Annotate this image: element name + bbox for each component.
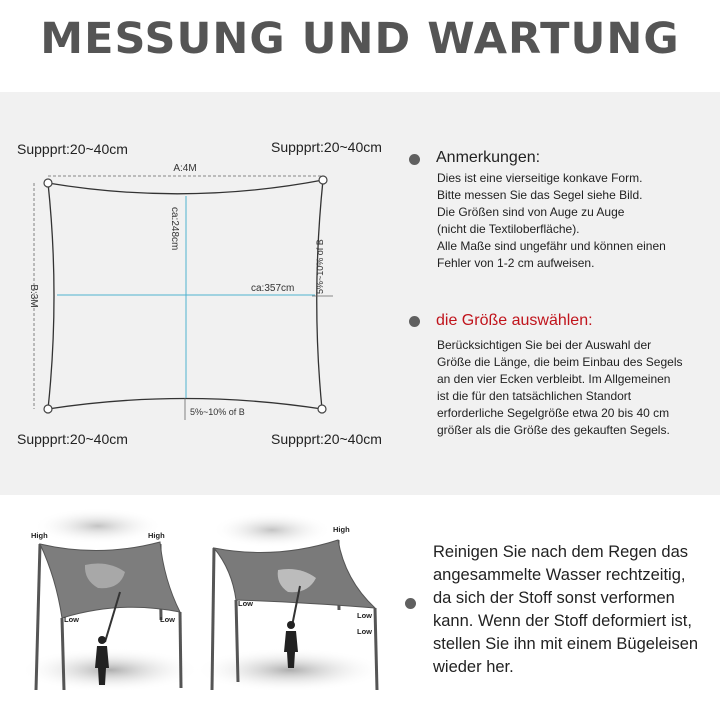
- maintenance-line: kann. Wenn der Stoff deformiert ist,: [433, 612, 692, 630]
- right-illustration: [195, 512, 385, 692]
- support-top-left: Suppprt:20~40cm: [17, 141, 128, 157]
- page-title: MESSUNG UND WARTUNG: [40, 14, 680, 64]
- support-top-right: Suppprt:20~40cm: [271, 139, 382, 155]
- maintenance-bullet-icon: [405, 598, 416, 609]
- ground-shadow: [20, 648, 200, 692]
- side-concave-label: 5%~10% of B: [315, 239, 325, 294]
- bottom-concave-label: 5%~10% of B: [190, 407, 245, 417]
- left-illustration: [20, 508, 200, 692]
- maintenance-line: Reinigen Sie nach dem Regen das: [433, 543, 689, 561]
- notes-line: Die Größen sind von Auge zu Auge: [437, 205, 625, 219]
- notes-line: Alle Maße sind ungefähr und können einen: [437, 239, 666, 253]
- pole: [180, 612, 181, 688]
- pole: [62, 618, 64, 690]
- label-low-right-1: Low: [357, 611, 372, 620]
- label-low-left: Low: [64, 615, 79, 624]
- support-bottom-right: Suppprt:20~40cm: [271, 431, 382, 447]
- label-low-right: Low: [160, 615, 175, 624]
- size-line: Berücksichtigen Sie bei der Auswahl der: [437, 338, 652, 352]
- label-low-left: Low: [238, 599, 253, 608]
- diagonal-horizontal-label: ca:357cm: [251, 283, 295, 294]
- notes-heading: Anmerkungen:: [436, 149, 541, 166]
- diagonal-vertical-label: ca:248cm: [169, 207, 180, 251]
- size-line: an den vier Ecken verbleibt. Im Allgemeinen: [437, 372, 671, 386]
- label-high-left: High: [31, 531, 48, 540]
- rain-cloud: [33, 508, 163, 544]
- person-head: [98, 636, 106, 644]
- width-label: A:4M: [173, 163, 197, 174]
- maintenance-line: da sich der Stoff sonst verformen: [433, 589, 675, 607]
- rain-cloud: [212, 512, 332, 548]
- support-bottom-left: Suppprt:20~40cm: [17, 431, 128, 447]
- person-head: [287, 621, 295, 629]
- height-label: B:3M: [28, 284, 39, 308]
- pole: [375, 608, 377, 690]
- maintenance-text: [433, 541, 698, 679]
- pole: [212, 548, 214, 690]
- notes-line: (nicht die Textiloberfläche).: [437, 222, 580, 236]
- label-high-right: High: [148, 531, 165, 540]
- size-heading: die Größe auswählen:: [436, 312, 593, 329]
- size-line: erforderliche Segelgröße etwa 20 bis 40 cm: [437, 406, 670, 420]
- size-line: Größe die Länge, die beim Einbau des Segels: [437, 355, 683, 369]
- notes-line: Dies ist eine vierseitige konkave Form.: [437, 171, 643, 185]
- size-line: größer als die Größe des gekauften Segels.: [437, 423, 670, 437]
- pole: [236, 600, 238, 682]
- label-low-right-2: Low: [357, 627, 372, 636]
- maintenance-line: stellen Sie ihn mit einem Bügeleisen: [433, 635, 699, 653]
- maintenance-line: angesammelte Wasser rechtzeitig,: [433, 566, 686, 584]
- maintenance-line: wieder her.: [433, 658, 514, 676]
- notes-line: Bitte messen Sie das Segel siehe Bild.: [437, 188, 643, 202]
- size-line: ist die für den tatsächlichen Standort: [437, 389, 632, 403]
- notes-line: Fehler von 1-2 cm aufweisen.: [437, 256, 595, 270]
- label-high: High: [333, 525, 350, 534]
